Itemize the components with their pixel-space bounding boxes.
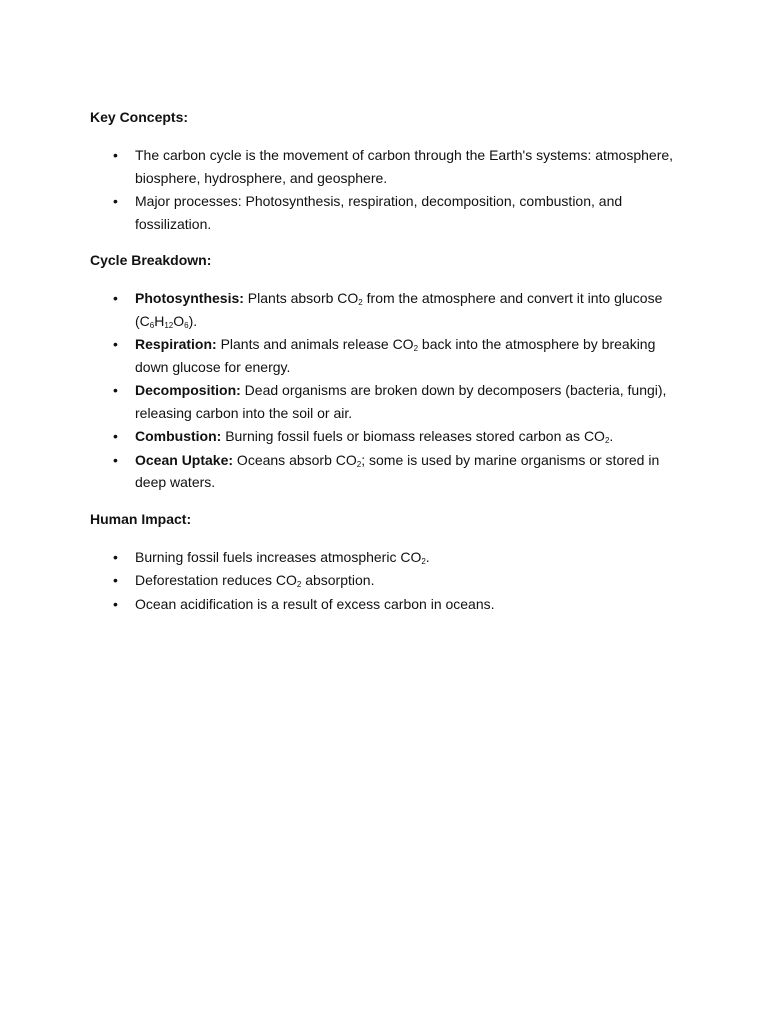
term-label: Ocean Uptake: xyxy=(135,451,234,468)
list-item: • Deforestation reduces $CO_2$ absorption. xyxy=(135,569,690,592)
term-label: Photosynthesis: xyxy=(135,290,244,306)
key-concepts-heading: Key Concepts: xyxy=(90,109,189,125)
list-item-photosynthesis: • Photosynthesis: Plants absorb $CO_2$ from the atmosphere and convert it into glucose $(C_6H_{12}O_6)$. xyxy=(135,287,690,332)
list-item: • Major processes: Photosynthesis, respiration, decomposition, combustion, and fossilization. xyxy=(135,190,690,235)
key-concepts-list xyxy=(90,144,690,235)
human-impact-section xyxy=(90,508,690,616)
cycle-breakdown-heading: Cycle Breakdown: xyxy=(90,252,212,268)
human-impact-heading: Human Impact: xyxy=(90,510,192,527)
human-impact-list xyxy=(90,546,690,616)
term-label: Decomposition: xyxy=(135,382,241,398)
list-item: • The carbon cycle is the movement of carbon through the Earth's systems: atmosphere, biosphere, hydrosphere, and geosphere. xyxy=(135,144,690,189)
list-item-respiration: • Respiration: Plants and animals release $CO_2$ back into the atmosphere by breaking down glucose for energy. xyxy=(135,333,690,378)
cycle-breakdown-section xyxy=(90,249,690,494)
document-content xyxy=(90,106,690,629)
cycle-breakdown-list xyxy=(90,287,690,494)
list-item-combustion: • Combustion: Burning fossil fuels or biomass releases stored carbon as $CO_2$. xyxy=(135,425,690,448)
list-item-decomposition: • Decomposition: Dead organisms are broken down by decomposers (bacteria, fungi), releasing carbon into the soil or air. xyxy=(135,379,690,424)
term-label: Respiration: xyxy=(135,336,217,352)
key-concepts-section xyxy=(90,106,690,235)
term-label: Combustion: xyxy=(135,428,222,444)
list-item: • Burning fossil fuels increases atmospheric $CO_2$. xyxy=(135,546,690,569)
list-item: • Ocean acidification is a result of excess carbon in oceans. xyxy=(135,593,690,616)
list-item-ocean-uptake: • Ocean Uptake: Oceans absorb $CO_2$; some is used by marine organisms or stored in deep waters. xyxy=(135,449,690,494)
